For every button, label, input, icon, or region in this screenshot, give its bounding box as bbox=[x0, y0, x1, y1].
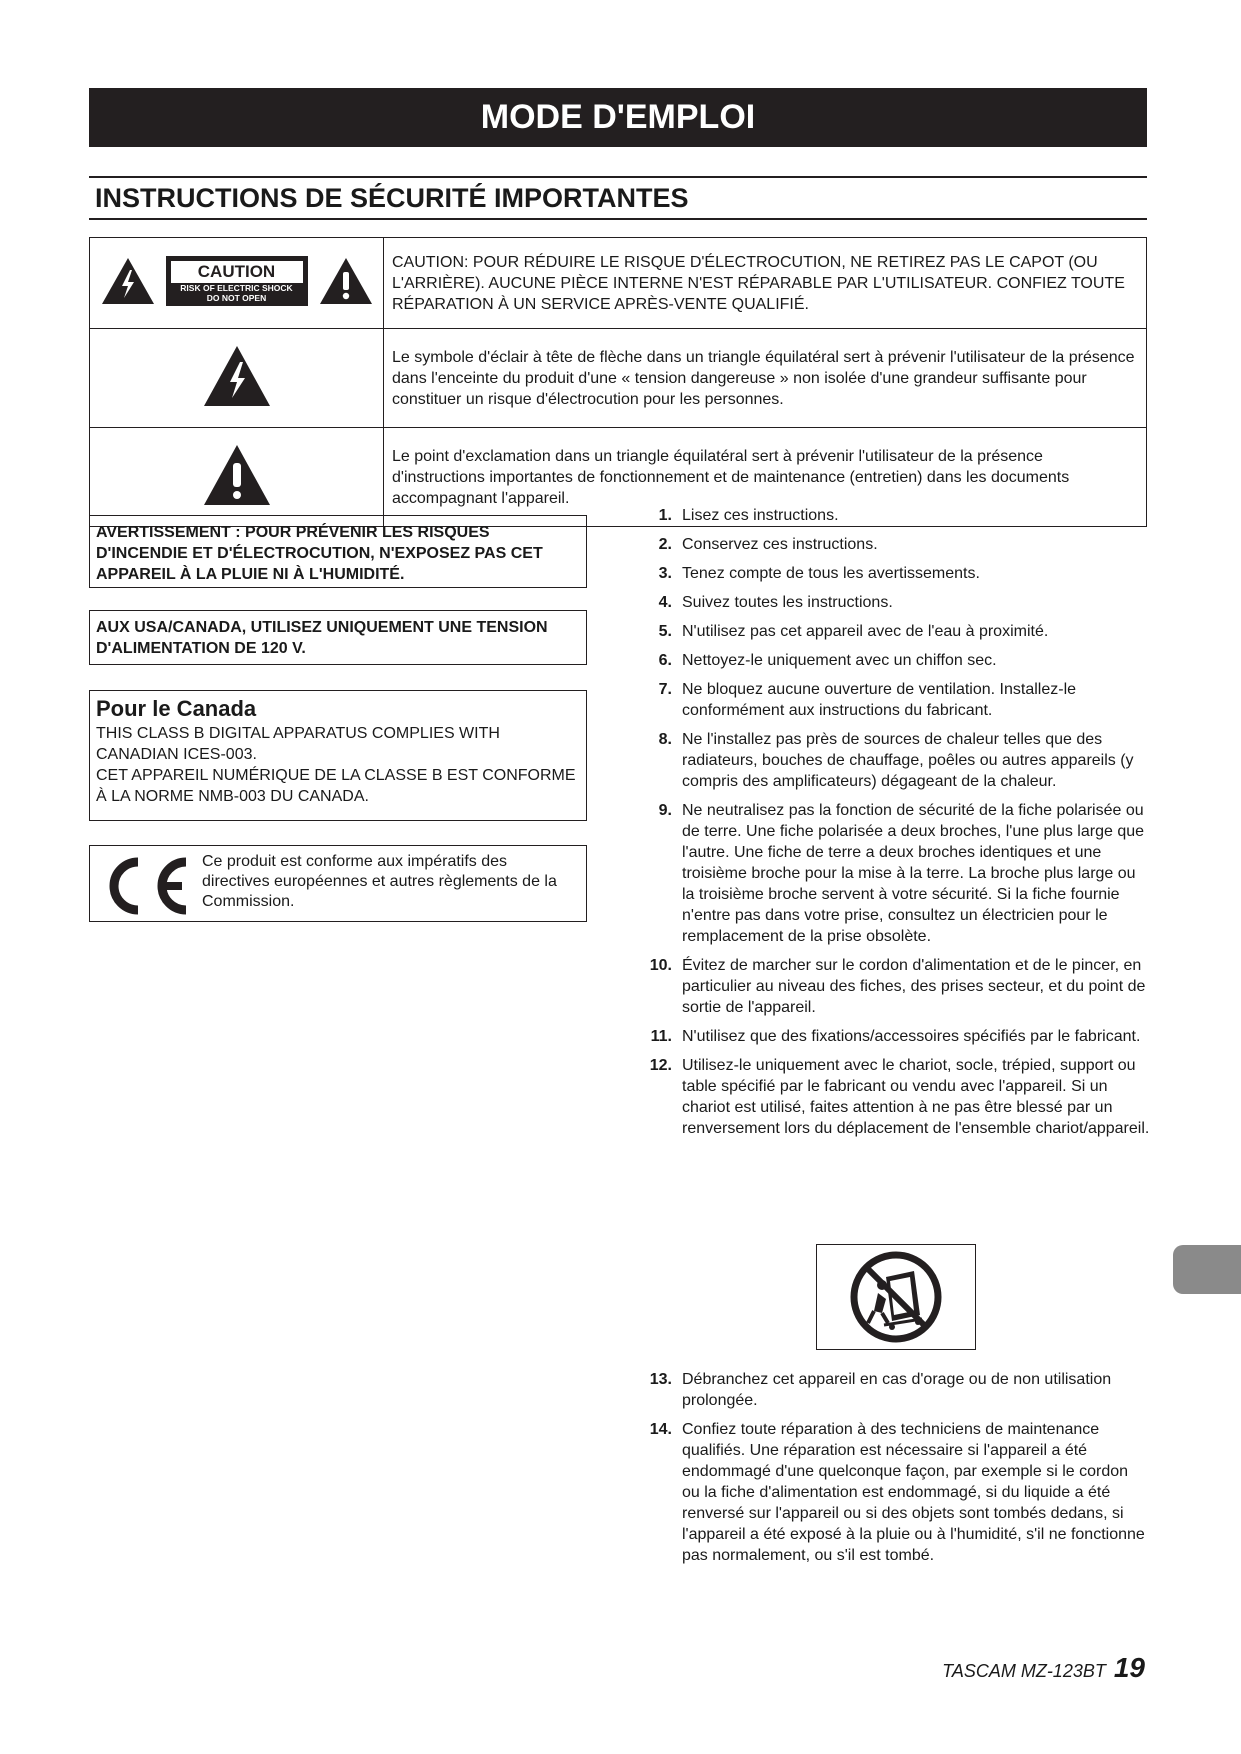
section-title bbox=[89, 176, 1147, 220]
instruction-number: 11. bbox=[650, 1028, 672, 1045]
section-side-tab bbox=[1173, 1245, 1241, 1294]
exclamation-triangle-icon bbox=[202, 443, 272, 507]
safety-symbols-table bbox=[89, 237, 1147, 527]
warning-box-voltage bbox=[89, 610, 587, 665]
instruction-text: Ne bloquez aucune ouverture de ventilation. Installez-le conformément aux instructions du fabricant. bbox=[682, 681, 1077, 719]
ce-text: Ce produit est conforme aux impératifs des directives européennes et autres règlements de la Commission. bbox=[202, 853, 557, 910]
exclamation-symbol-cell bbox=[90, 428, 384, 527]
page-banner bbox=[89, 88, 1147, 147]
safety-row-lightning bbox=[90, 329, 1147, 428]
instruction-text: Lisez ces instructions. bbox=[682, 507, 839, 524]
instruction-number: 14. bbox=[649, 1421, 672, 1438]
instruction-item bbox=[640, 505, 1150, 526]
instruction-text: Ne neutralisez pas la fonction de sécurité de la fiche polarisée ou de terre. Une fiche polarisée a deux broches, l'une plus large que l'autre. Une fiche de terre a deux broches identiques et une troisième broche pour la mise à la terre. La broche plus large ou la troisième broche servent à votre sécurité. Si la fiche fournie n'entre pas dans votre prise, consultez un électricien pour le remplacement de la prise obsolète. bbox=[682, 802, 1145, 945]
instruction-item bbox=[640, 1419, 1150, 1566]
instruction-item bbox=[640, 800, 1150, 947]
lightning-text: Le symbole d'éclair à tête de flèche dans un triangle équilatéral sert à prévenir l'utilisateur de la présence dans l'enceinte du produit d'une « tension dangereuse » non isolée d'une grandeur suffisante pour constituer un risque d'électrocution pour les personnes. bbox=[384, 329, 1147, 428]
instruction-number: 12. bbox=[649, 1057, 672, 1074]
instruction-number: 3. bbox=[658, 565, 672, 582]
cart-tip-over-warning-icon bbox=[848, 1249, 944, 1345]
ce-mark-icon bbox=[98, 854, 194, 918]
ce-box bbox=[89, 845, 587, 922]
instruction-text: Tenez compte de tous les avertissements. bbox=[682, 565, 980, 582]
instruction-text: Ne l'installez pas près de sources de chaleur telles que des radiateurs, bouches de chauffage, poêles ou autres appareils (y compris des amplificateurs) dégageant de la chaleur. bbox=[682, 731, 1134, 790]
cart-warning-box bbox=[816, 1244, 976, 1350]
instruction-text: Suivez toutes les instructions. bbox=[682, 594, 893, 611]
instructions-list-continued bbox=[640, 1369, 1150, 1574]
instruction-number: 2. bbox=[658, 536, 672, 553]
instruction-text: N'utilisez pas cet appareil avec de l'eau à proximité. bbox=[682, 623, 1049, 640]
caution-symbol-group bbox=[100, 256, 374, 306]
instruction-text: N'utilisez que des fixations/accessoires spécifiés par le fabricant. bbox=[682, 1028, 1141, 1045]
warning-voltage-text: AUX USA/CANADA, UTILISEZ UNIQUEMENT UNE TENSION D'ALIMENTATION DE 120 V. bbox=[96, 619, 548, 657]
instruction-item bbox=[640, 563, 1150, 584]
canada-box bbox=[89, 690, 587, 821]
instruction-text: Confiez toute réparation à des techniciens de maintenance qualifiés. Une réparation est nécessaire si l'appareil a été endommagé d'une quelconque façon, par exemple si le cordon ou la fiche d'alimentation est endommagé, si du liquide a été renversé sur l'appareil ou si des objets sont tombés dedans, si l'appareil a été exposé à la pluie ou à l'humidité, s'il ne fonctionne pas normalement, ou s'il est tombé. bbox=[682, 1421, 1145, 1564]
caution-text: CAUTION: POUR RÉDUIRE LE RISQUE D'ÉLECTROCUTION, NE RETIREZ PAS LE CAPOT (OU L'ARRIÈRE). AUCUNE PIÈCE INTERNE N'EST RÉPARABLE PAR L'UTILISATEUR. CONFIEZ TOUTE RÉPARATION À UN SERVICE APRÈS-VENTE QUALIFIÉ. bbox=[384, 238, 1147, 329]
instructions-list bbox=[640, 505, 1150, 1147]
instruction-item bbox=[640, 650, 1150, 671]
page-footer bbox=[942, 1652, 1145, 1684]
caution-label-sub2: DO NOT OPEN bbox=[206, 292, 267, 303]
exclamation-triangle-icon bbox=[318, 256, 374, 306]
instruction-item bbox=[640, 534, 1150, 555]
caution-symbol-cell bbox=[90, 238, 384, 329]
page-number: 19 bbox=[1113, 1652, 1145, 1683]
instruction-number: 6. bbox=[658, 652, 672, 669]
instruction-number: 4. bbox=[658, 594, 672, 611]
canada-line-1: THIS CLASS B DIGITAL APPARATUS COMPLIES WITH CANADIAN ICES-003. bbox=[96, 725, 500, 763]
instruction-text: Débranchez cet appareil en cas d'orage ou de non utilisation prolongée. bbox=[682, 1371, 1112, 1409]
instruction-item bbox=[640, 1369, 1150, 1411]
instruction-item bbox=[640, 592, 1150, 613]
lightning-triangle-icon bbox=[202, 344, 272, 408]
warning-box-fire bbox=[89, 515, 587, 588]
caution-label-sub1: RISK OF ELECTRIC SHOCK bbox=[180, 282, 293, 293]
lightning-triangle-icon bbox=[100, 256, 156, 306]
instruction-item bbox=[640, 729, 1150, 792]
warning-fire-text: AVERTISSEMENT : POUR PRÉVENIR LES RISQUES D'INCENDIE ET D'ÉLECTROCUTION, N'EXPOSEZ PAS CET APPAREIL À LA PLUIE NI À L'HUMIDITÉ. bbox=[96, 524, 543, 583]
instruction-text: Évitez de marcher sur le cordon d'alimentation et de le pincer, en particulier au niveau des fiches, des prises secteur, et du point de sortie de l'appareil. bbox=[682, 957, 1146, 1016]
footer-brand: TASCAM MZ-123BT bbox=[942, 1661, 1106, 1681]
instruction-text: Conservez ces instructions. bbox=[682, 536, 878, 553]
instruction-item bbox=[640, 1055, 1150, 1139]
instruction-item bbox=[640, 955, 1150, 1018]
instruction-text: Utilisez-le uniquement avec le chariot, socle, trépied, support ou table spécifié par le fabricant ou vendu avec l'appareil. Si un chariot est utilisé, faites attention à ne pas être blessé par un renversement lors du déplacement de l'ensemble chariot/appareil. bbox=[682, 1057, 1150, 1137]
instruction-number: 5. bbox=[658, 623, 672, 640]
instruction-number: 10. bbox=[649, 957, 672, 974]
instruction-number: 13. bbox=[649, 1371, 672, 1388]
caution-label bbox=[166, 256, 308, 306]
lightning-symbol-cell bbox=[90, 329, 384, 428]
instruction-item bbox=[640, 621, 1150, 642]
safety-row-caution bbox=[90, 238, 1147, 329]
page-title: MODE D'EMPLOI bbox=[480, 98, 756, 136]
canada-line-2: CET APPAREIL NUMÉRIQUE DE LA CLASSE B EST CONFORME À LA NORME NMB-003 DU CANADA. bbox=[96, 767, 576, 805]
canada-heading: Pour le Canada bbox=[96, 696, 257, 721]
instruction-number: 9. bbox=[658, 802, 672, 819]
instruction-item bbox=[640, 679, 1150, 721]
caution-label-title: CAUTION bbox=[171, 261, 303, 283]
instruction-item bbox=[640, 1026, 1150, 1047]
exclamation-text: Le point d'exclamation dans un triangle équilatéral sert à prévenir l'utilisateur de la présence d'instructions importantes de fonctionnement et de maintenance (entretien) dans les documents accompagnant l'appareil. bbox=[384, 428, 1147, 527]
instruction-number: 8. bbox=[658, 731, 672, 748]
instruction-number: 7. bbox=[658, 681, 672, 698]
instruction-text: Nettoyez-le uniquement avec un chiffon sec. bbox=[682, 652, 997, 669]
section-title-text: INSTRUCTIONS DE SÉCURITÉ IMPORTANTES bbox=[95, 182, 689, 213]
instruction-number: 1. bbox=[658, 507, 672, 524]
